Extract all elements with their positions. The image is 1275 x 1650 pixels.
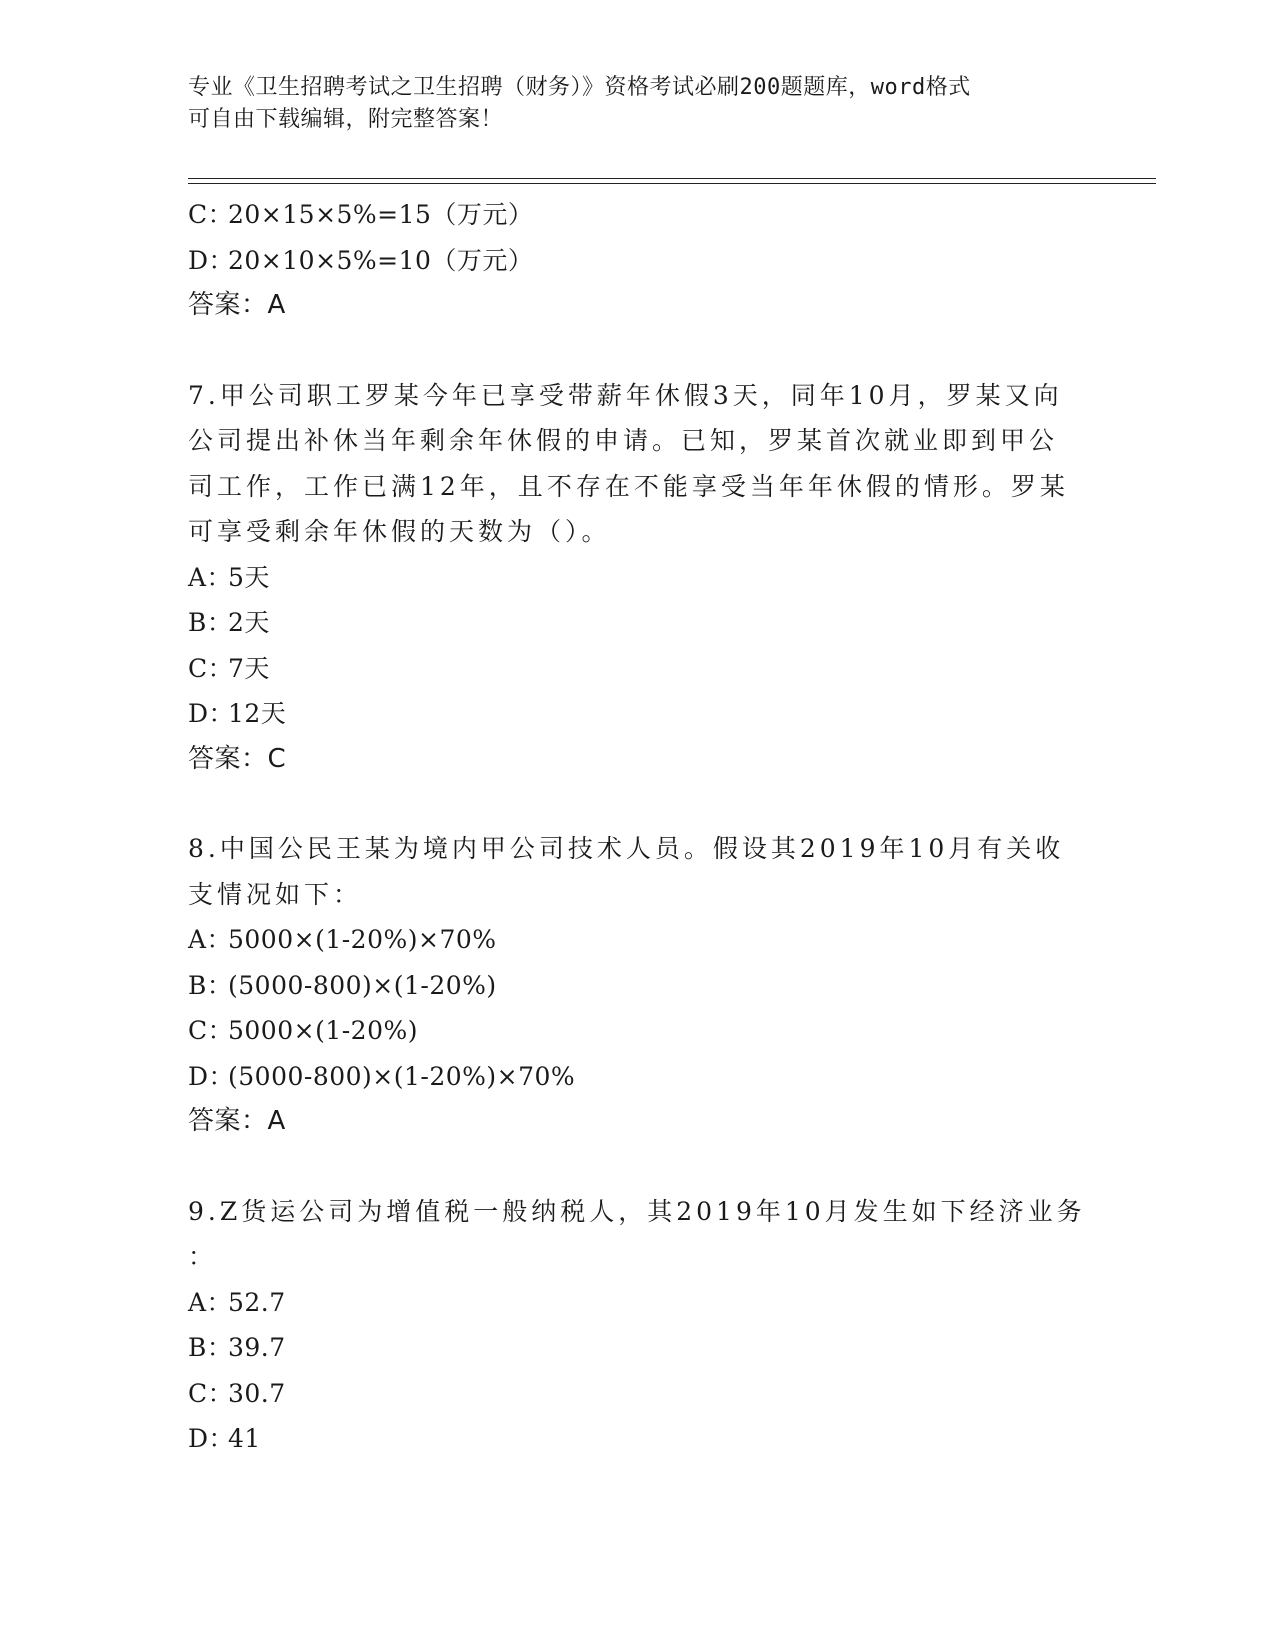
option-b: B：2天 [188, 608, 270, 637]
question-text-line: 支情况如下： [188, 879, 363, 909]
question-7 [188, 373, 1088, 783]
option-d: D：41 [188, 1424, 261, 1453]
option-c: C：20×15×5%=15（万元） [188, 200, 534, 229]
option-d: D：12天 [188, 699, 287, 728]
question-text-line: 司工作，工作已满12年，且不存在不能享受当年年休假的情形。罗某 [188, 471, 1069, 501]
answer-line: 答案：A [188, 290, 286, 320]
header-divider-top [188, 178, 1156, 179]
option-a: A：52.7 [188, 1287, 286, 1317]
option-c: C：30.7 [188, 1378, 286, 1408]
header-line-2: 可自由下载编辑，附完整答案！ [188, 107, 504, 132]
question-text-line: 7.甲公司职工罗某今年已享受带薪年休假3天，同年10月，罗某又向 [188, 380, 1063, 410]
option-b: B：39.7 [188, 1333, 286, 1362]
question-text-line: 9.Z货运公司为增值税一般纳税人，其2019年10月发生如下经济业务 [188, 1196, 1086, 1226]
question-text-line: ： [188, 1242, 218, 1271]
option-a: A：5000×(1-20%)×70% [188, 925, 497, 954]
option-d: D：(5000-800)×(1-20%)×70% [188, 1061, 576, 1091]
option-d: D：20×10×5%=10（万元） [188, 245, 534, 275]
answer-line: 答案：C [188, 743, 287, 774]
question-8 [188, 826, 1088, 1145]
question-content [188, 192, 1088, 1462]
document-header [188, 72, 1088, 136]
answer-line: 答案：A [188, 1106, 286, 1136]
question-text-line: 可享受剩余年休假的天数为（）。 [188, 517, 611, 546]
option-a: A：5天 [188, 562, 270, 592]
option-c: C：5000×(1-20%) [188, 1016, 418, 1045]
prev-question [188, 192, 1088, 329]
option-c: C：7天 [188, 653, 270, 683]
header-line-1: 专业《卫生招聘考试之卫生招聘（财务）》资格考试必刷200题题库，word格式 [188, 75, 971, 100]
question-9 [188, 1189, 1088, 1462]
question-text-line: 8.中国公民王某为境内甲公司技术人员。假设其2019年10月有关收 [188, 834, 1065, 863]
option-b: B：(5000-800)×(1-20%) [188, 970, 497, 1000]
header-divider-bottom [188, 183, 1156, 184]
question-text-line: 公司提出补休当年剩余年休假的申请。已知，罗某首次就业即到甲公 [188, 426, 1059, 455]
